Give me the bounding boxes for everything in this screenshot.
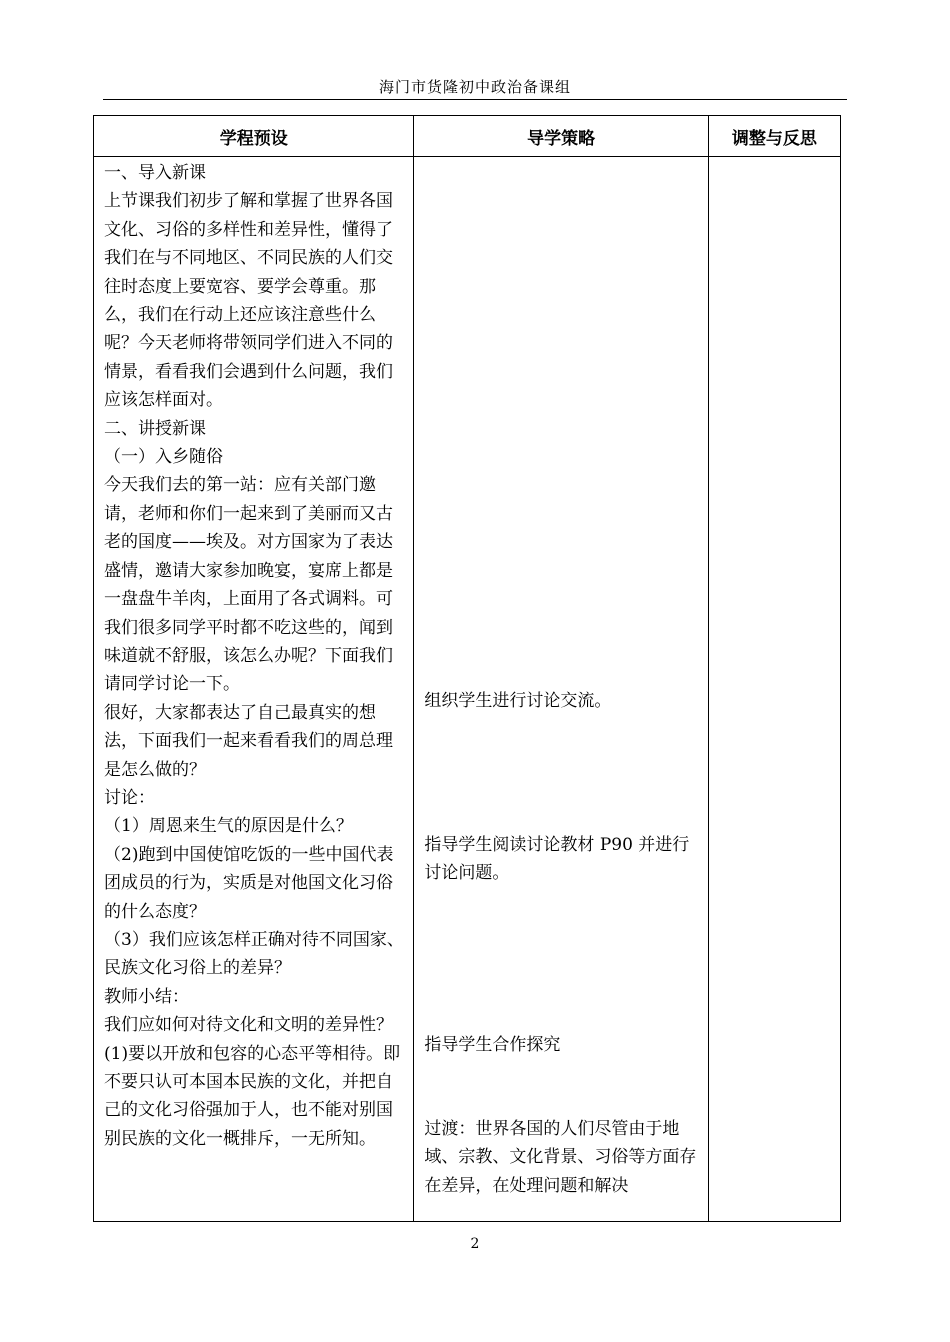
preset-cell (94, 157, 414, 1222)
premier-zhou-paragraph: 很好，大家都表达了自己最真实的想法，下面我们一起来看看我们的周总理是怎么做的？ (104, 702, 393, 780)
header-strategy: 导学策略 (414, 116, 708, 157)
subsection-heading: （一）入乡随俗 (104, 447, 223, 468)
lesson-plan-table (93, 115, 841, 1222)
reflection-cell (708, 157, 840, 1222)
section-intro-heading: 一、导入新课 (104, 163, 206, 183)
table-row (94, 157, 841, 1222)
header-reflection: 调整与反思 (708, 116, 840, 157)
header-rule (103, 99, 847, 100)
question-1: （1）周恩来生气的原因是什么？ (104, 816, 353, 837)
header-preset: 学程预设 (94, 116, 414, 157)
section-teaching-heading: 二、讲授新课 (104, 418, 206, 439)
strategy-note-transition: 过渡：世界各国的人们尽管由于地域、宗教、文化背景、习俗等方面存在差异，在处理问题和解决 (424, 1119, 697, 1196)
question-3: （3）我们应该怎样正确对待不同国家、民族文化习俗上的差异？ (104, 929, 404, 979)
page-number: 2 (470, 1236, 480, 1252)
question-2: （2)跑到中国使馆吃饭的一些中国代表团成员的行为，实质是对他国文化习俗的什么态度？ (104, 844, 394, 922)
discussion-label: 讨论： (104, 787, 155, 808)
strategy-note-discussion: 组织学生进行讨论交流。 (424, 691, 612, 711)
strategy-note-reading: 指导学生阅读讨论教材 P90 并进行讨论问题。 (424, 835, 690, 884)
summary-question: 我们应如何对待文化和文明的差异性？ (104, 1015, 393, 1036)
table-header-row (94, 116, 841, 157)
summary-point-1: (1)要以开放和包容的心态平等相待。即不要只认可本国本民族的文化，并把自己的文化习俗强加于人，也不能对别国别民族的文化一概排斥，一无所知。 (104, 1043, 401, 1149)
strategy-note-cooperation: 指导学生合作探究 (424, 1035, 561, 1055)
strategy-cell (414, 157, 708, 1222)
teacher-summary-label: 教师小结： (104, 986, 189, 1007)
egypt-scenario-paragraph: 今天我们去的第一站：应有关部门邀请，老师和你们一起来到了美丽而又古老的国度——埃及。对方国家为了表达盛情，邀请大家参加晚宴，宴席上都是一盘盘牛羊肉，上面用了各式调料。可我们很多同学平时都不吃这些的，闻到味道就不舒服，该怎么办呢？下面我们请同学讨论一下。 (104, 475, 393, 695)
page-header: 海门市货隆初中政治备课组 (378, 78, 571, 96)
intro-paragraph: 上节课我们初步了解和掌握了世界各国文化、习俗的多样性和差异性，懂得了我们在与不同地区、不同民族的人们交往时态度上要宽容、要学会尊重。那么，我们在行动上还应该注意些什么呢？今天老师将带领同学们进入不同的情景，看看我们会遇到什么问题，我们应该怎样面对。 (104, 191, 393, 411)
